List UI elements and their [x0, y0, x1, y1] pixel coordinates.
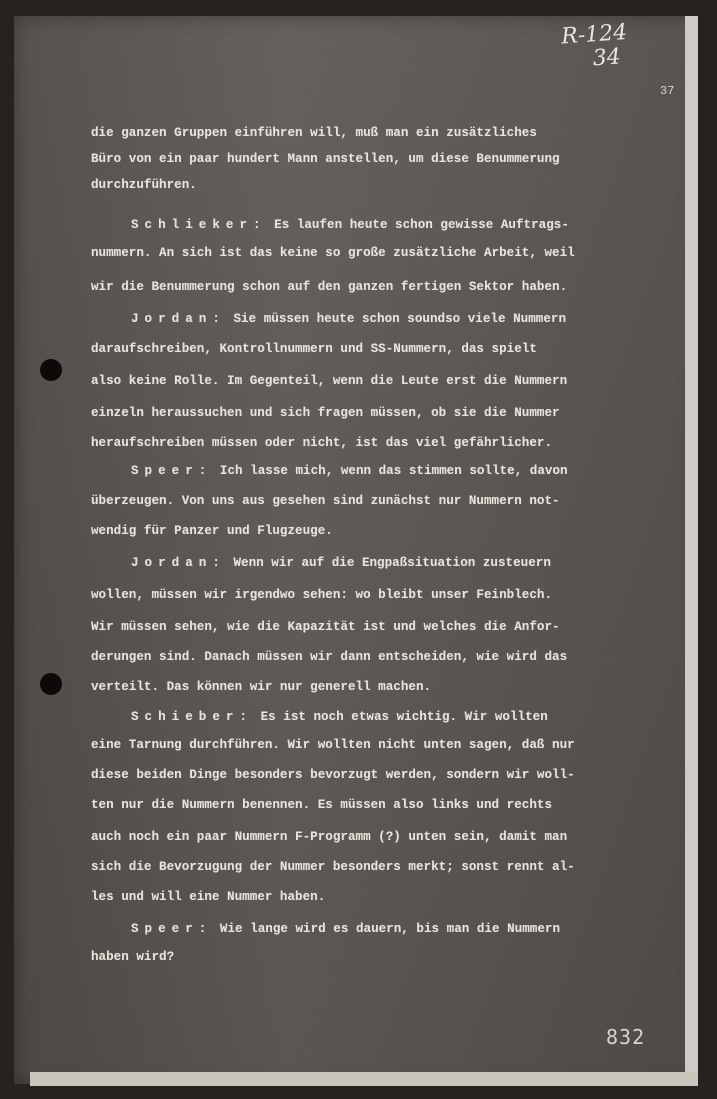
speaker-line: Jordan: Sie müssen heute schon soundso viele Nummern	[131, 312, 566, 326]
text-line: verteilt. Das können wir nur generell machen.	[91, 680, 432, 694]
text-line: eine Tarnung durchführen. Wir wollten nicht unten sagen, daß nur	[91, 738, 575, 752]
page-edge-bottom	[30, 1072, 698, 1086]
text-line: wendig für Panzer und Flugzeuge.	[91, 524, 333, 538]
text-line: durchzuführen.	[91, 178, 197, 192]
speaker-line: Speer: Ich lasse mich, wenn das stimmen sollte, davon	[131, 464, 568, 478]
handwritten-ref-line2: 34	[591, 44, 622, 72]
text-line: wollen, müssen wir irgendwo sehen: wo bleibt unser Feinblech.	[91, 588, 553, 602]
text-line: wir die Benummerung schon auf den ganzen fertigen Sektor haben.	[91, 280, 568, 294]
speaker-line: Speer: Wie lange wird es dauern, bis man die Nummern	[131, 922, 561, 936]
text-line: Büro von ein paar hundert Mann anstellen, um diese Benummerung	[91, 152, 560, 166]
text-line: überzeugen. Von uns aus gesehen sind zunächst nur Nummern not-	[91, 494, 560, 508]
text-line: heraufschreiben müssen oder nicht, ist das viel gefährlicher.	[91, 436, 553, 450]
speaker-line: Jordan: Wenn wir auf die Engpaßsituation zusteuern	[131, 556, 551, 570]
text-line: also keine Rolle. Im Gegenteil, wenn die Leute erst die Nummern	[91, 374, 568, 388]
speaker-name: Schlieker:	[131, 218, 267, 232]
handwritten-reference	[560, 19, 663, 74]
text-line: einzeln heraussuchen und sich fragen müssen, ob sie die Nummer	[91, 406, 560, 420]
text-line: les und will eine Nummer haben.	[91, 890, 326, 904]
punch-hole-bottom	[40, 673, 62, 695]
text-line: derungen sind. Danach müssen wir dann entscheiden, wie wird das	[91, 650, 568, 664]
page-number: 37	[660, 84, 675, 98]
page-edge-right	[685, 16, 698, 1084]
text-line: auch noch ein paar Nummern F-Programm (?) unten sein, damit man	[91, 830, 568, 844]
speaker-name: Jordan:	[131, 556, 226, 570]
speaker-name: Speer:	[131, 922, 213, 936]
speaker-line: Schlieker: Es laufen heute schon gewisse Auftrags-	[131, 218, 569, 232]
text-line: Wir müssen sehen, wie die Kapazität ist und welches die Anfor-	[91, 620, 560, 634]
text-line: nummern. An sich ist das keine so große zusätzliche Arbeit, weil	[91, 246, 575, 260]
text-line: sich die Bevorzugung der Nummer besonders merkt; sonst rennt al-	[91, 860, 575, 874]
speaker-name: Schieber:	[131, 710, 254, 724]
speaker-name: Jordan:	[131, 312, 226, 326]
speaker-line: Schieber: Es ist noch etwas wichtig. Wir wollten	[131, 710, 548, 724]
text-line: die ganzen Gruppen einführen will, muß man ein zusätzliches	[91, 126, 537, 140]
text-line: daraufschreiben, Kontrollnummern und SS-Nummern, das spielt	[91, 342, 537, 356]
speaker-name: Speer:	[131, 464, 213, 478]
text-line: haben wird?	[91, 950, 175, 964]
punch-hole-top	[40, 359, 62, 381]
document-stamp-number: 832	[606, 1025, 646, 1049]
text-line: diese beiden Dinge besonders bevorzugt werden, sondern wir woll-	[91, 768, 575, 782]
text-line: ten nur die Nummern benennen. Es müssen also links und rechts	[91, 798, 553, 812]
handwritten-ref-line1: R-124	[560, 19, 628, 50]
